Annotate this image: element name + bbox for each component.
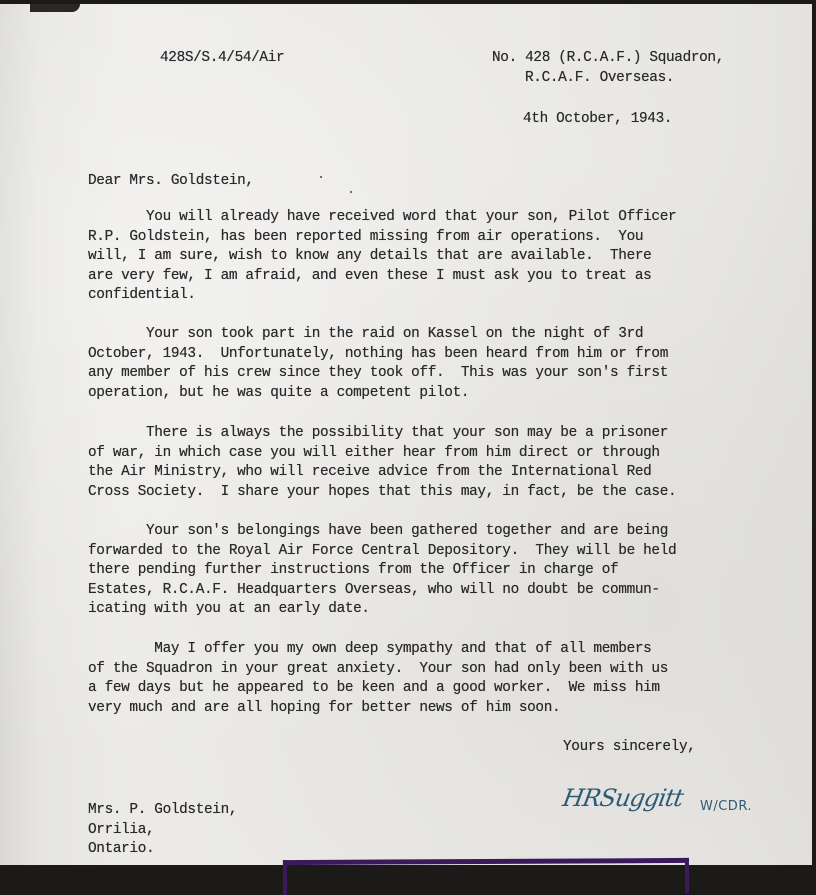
paragraph-line: Your son took part in the raid on Kassel on the night of 3rd bbox=[88, 326, 644, 342]
paragraph-line: R.P. Goldstein, has been reported missing from air operations. You bbox=[88, 228, 644, 245]
ink-stamp-box bbox=[283, 858, 689, 895]
page-fold-corner bbox=[30, 4, 80, 12]
paragraph-sympathy bbox=[88, 640, 808, 718]
paper-speck bbox=[320, 176, 322, 178]
paragraph-line: will, I am sure, wish to know any details that are available. There bbox=[88, 248, 652, 265]
paragraph-line: Estates, R.C.A.F. Headquarters Overseas, who will no doubt be commun- bbox=[88, 581, 660, 598]
paragraph-line: the Air Ministry, who will receive advice from the International Red bbox=[88, 464, 652, 481]
paragraph-belongings bbox=[88, 522, 808, 620]
paper-speck bbox=[350, 191, 352, 193]
paragraph-line: of the Squadron in your great anxiety. Your son had only been with us bbox=[88, 660, 669, 677]
paragraph-line: October, 1943. Unfortunately, nothing has been heard from him or from bbox=[88, 345, 669, 362]
signature-rank: W/CDR. bbox=[700, 799, 753, 814]
paragraph-line: You will already have received word that your son, Pilot Officer bbox=[88, 209, 677, 225]
paragraph-missing-notice bbox=[88, 208, 808, 306]
recipient-line: Mrs. P. Goldstein, bbox=[88, 802, 238, 818]
sender-address-line-1: No. 428 (R.C.A.F.) Squadron, bbox=[492, 50, 725, 66]
paragraph-raid-details bbox=[88, 325, 808, 403]
paragraph-line: very much and are all hoping for better news of him soon. bbox=[88, 699, 561, 716]
paragraph-line: Cross Society. I share your hopes that this may, in fact, be the case. bbox=[88, 483, 677, 500]
paragraph-line: any member of his crew since they took off. This was your son's first bbox=[88, 365, 669, 382]
paragraph-prisoner-possibility bbox=[88, 424, 808, 502]
reference-number: 428S/S.4/54/Air bbox=[160, 50, 285, 66]
letter-page bbox=[0, 4, 812, 865]
recipient-line: Ontario. bbox=[88, 841, 155, 858]
paragraph-line: May I offer you my own deep sympathy and that of all members bbox=[88, 641, 652, 657]
paragraph-line: There is always the possibility that your son may be a prisoner bbox=[88, 425, 669, 441]
handwritten-signature: HRSuggitt bbox=[560, 784, 686, 812]
letter-date: 4th October, 1943. bbox=[523, 111, 673, 127]
paragraph-line: confidential. bbox=[88, 287, 196, 304]
recipient-line: Orrilia, bbox=[88, 821, 155, 838]
paragraph-line: of war, in which case you will either hear from him direct or through bbox=[88, 444, 660, 461]
recipient-address bbox=[88, 801, 237, 860]
paragraph-line: forwarded to the Royal Air Force Central Depository. They will be held bbox=[88, 542, 677, 559]
salutation: Dear Mrs. Goldstein, bbox=[88, 173, 254, 189]
paragraph-line: Your son's belongings have been gathered together and are being bbox=[88, 523, 669, 539]
sender-address-line-2: R.C.A.F. Overseas. bbox=[525, 70, 675, 86]
paragraph-line: are very few, I am afraid, and even these I must ask you to treat as bbox=[88, 267, 652, 284]
paragraph-line: there pending further instructions from the Officer in charge of bbox=[88, 562, 619, 579]
paragraph-line: a few days but he appeared to be keen and a good worker. We miss him bbox=[88, 680, 660, 697]
paragraph-line: icating with you at an early date. bbox=[88, 601, 370, 618]
paragraph-line: operation, but he was quite a competent pilot. bbox=[88, 384, 470, 401]
closing: Yours sincerely, bbox=[563, 739, 696, 755]
